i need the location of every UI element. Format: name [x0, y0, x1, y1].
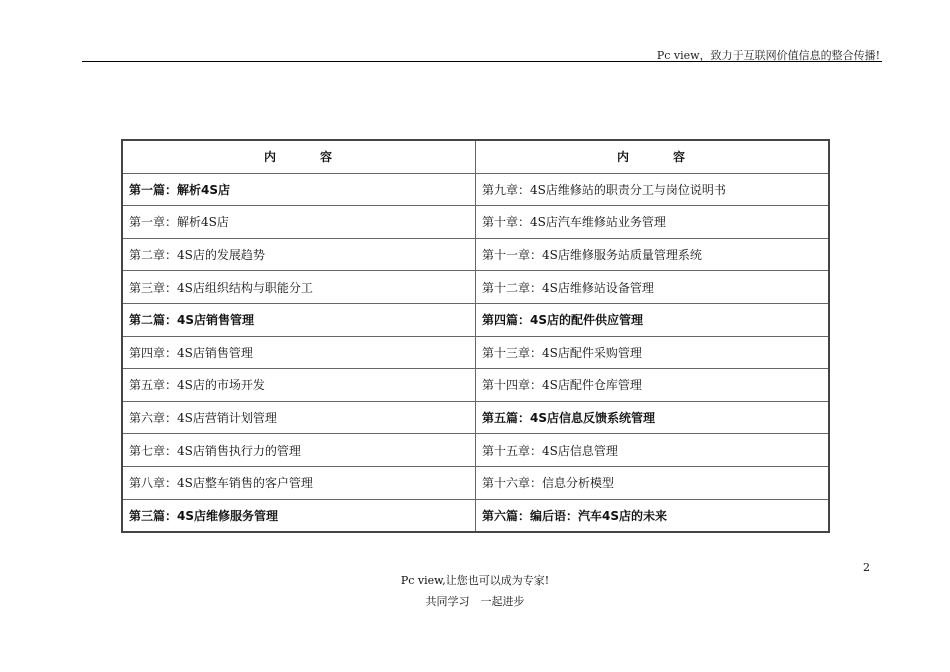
table-row — [122, 369, 829, 402]
part-title-cell: 第二篇：4S店销售管理 — [122, 303, 476, 336]
page-number: 2 — [863, 561, 870, 574]
chapter-cell: 第十六章：信息分析模型 — [476, 466, 830, 499]
chapter-cell: 第十五章：4S店信息管理 — [476, 434, 830, 467]
chapter-cell: 第十章：4S店汽车维修站业务管理 — [476, 206, 830, 239]
table-row — [122, 499, 829, 532]
chapter-cell: 第四章：4S店销售管理 — [122, 336, 476, 369]
part-title-cell: 第三篇：4S店维修服务管理 — [122, 499, 476, 532]
footer-motto: 共同学习 一起进步 — [425, 595, 525, 608]
table-row — [122, 271, 829, 304]
part-title-cell: 第五篇：4S店信息反馈系统管理 — [476, 401, 830, 434]
chapter-cell: 第十四章：4S店配件仓库管理 — [476, 369, 830, 402]
chapter-cell: 第二章：4S店的发展趋势 — [122, 238, 476, 271]
chapter-cell: 第六章：4S店营销计划管理 — [122, 401, 476, 434]
header-rule — [82, 61, 882, 62]
part-title-cell: 第六篇：编后语：汽车4S店的未来 — [476, 499, 830, 532]
chapter-cell: 第七章：4S店销售执行力的管理 — [122, 434, 476, 467]
chapter-cell: 第九章：4S店维修站的职责分工与岗位说明书 — [476, 173, 830, 206]
table-row — [122, 434, 829, 467]
part-title-cell: 第一篇：解析4S店 — [122, 173, 476, 206]
table-row — [122, 206, 829, 239]
table-row — [122, 401, 829, 434]
chapter-cell: 第三章：4S店组织结构与职能分工 — [122, 271, 476, 304]
table-row — [122, 303, 829, 336]
header-text: Pc view，致力于互联网价值信息的整合传播! — [656, 49, 880, 62]
table-row — [122, 173, 829, 206]
table-row — [122, 238, 829, 271]
chapter-cell: 第十一章：4S店维修服务站质量管理系统 — [476, 238, 830, 271]
footer-slogan: Pc view,让您也可以成为专家! — [400, 574, 550, 587]
contents-table — [121, 139, 830, 533]
chapter-cell: 第十三章：4S店配件采购管理 — [476, 336, 830, 369]
table-row — [122, 336, 829, 369]
column-header-right: 内 容 — [476, 140, 830, 173]
chapter-cell: 第八章：4S店整车销售的客户管理 — [122, 466, 476, 499]
chapter-cell: 第五章：4S店的市场开发 — [122, 369, 476, 402]
table-header-row — [122, 140, 829, 173]
part-title-cell: 第四篇：4S店的配件供应管理 — [476, 303, 830, 336]
table-row — [122, 466, 829, 499]
chapter-cell: 第一章：解析4S店 — [122, 206, 476, 239]
chapter-cell: 第十二章：4S店维修站设备管理 — [476, 271, 830, 304]
column-header-left: 内 容 — [122, 140, 476, 173]
